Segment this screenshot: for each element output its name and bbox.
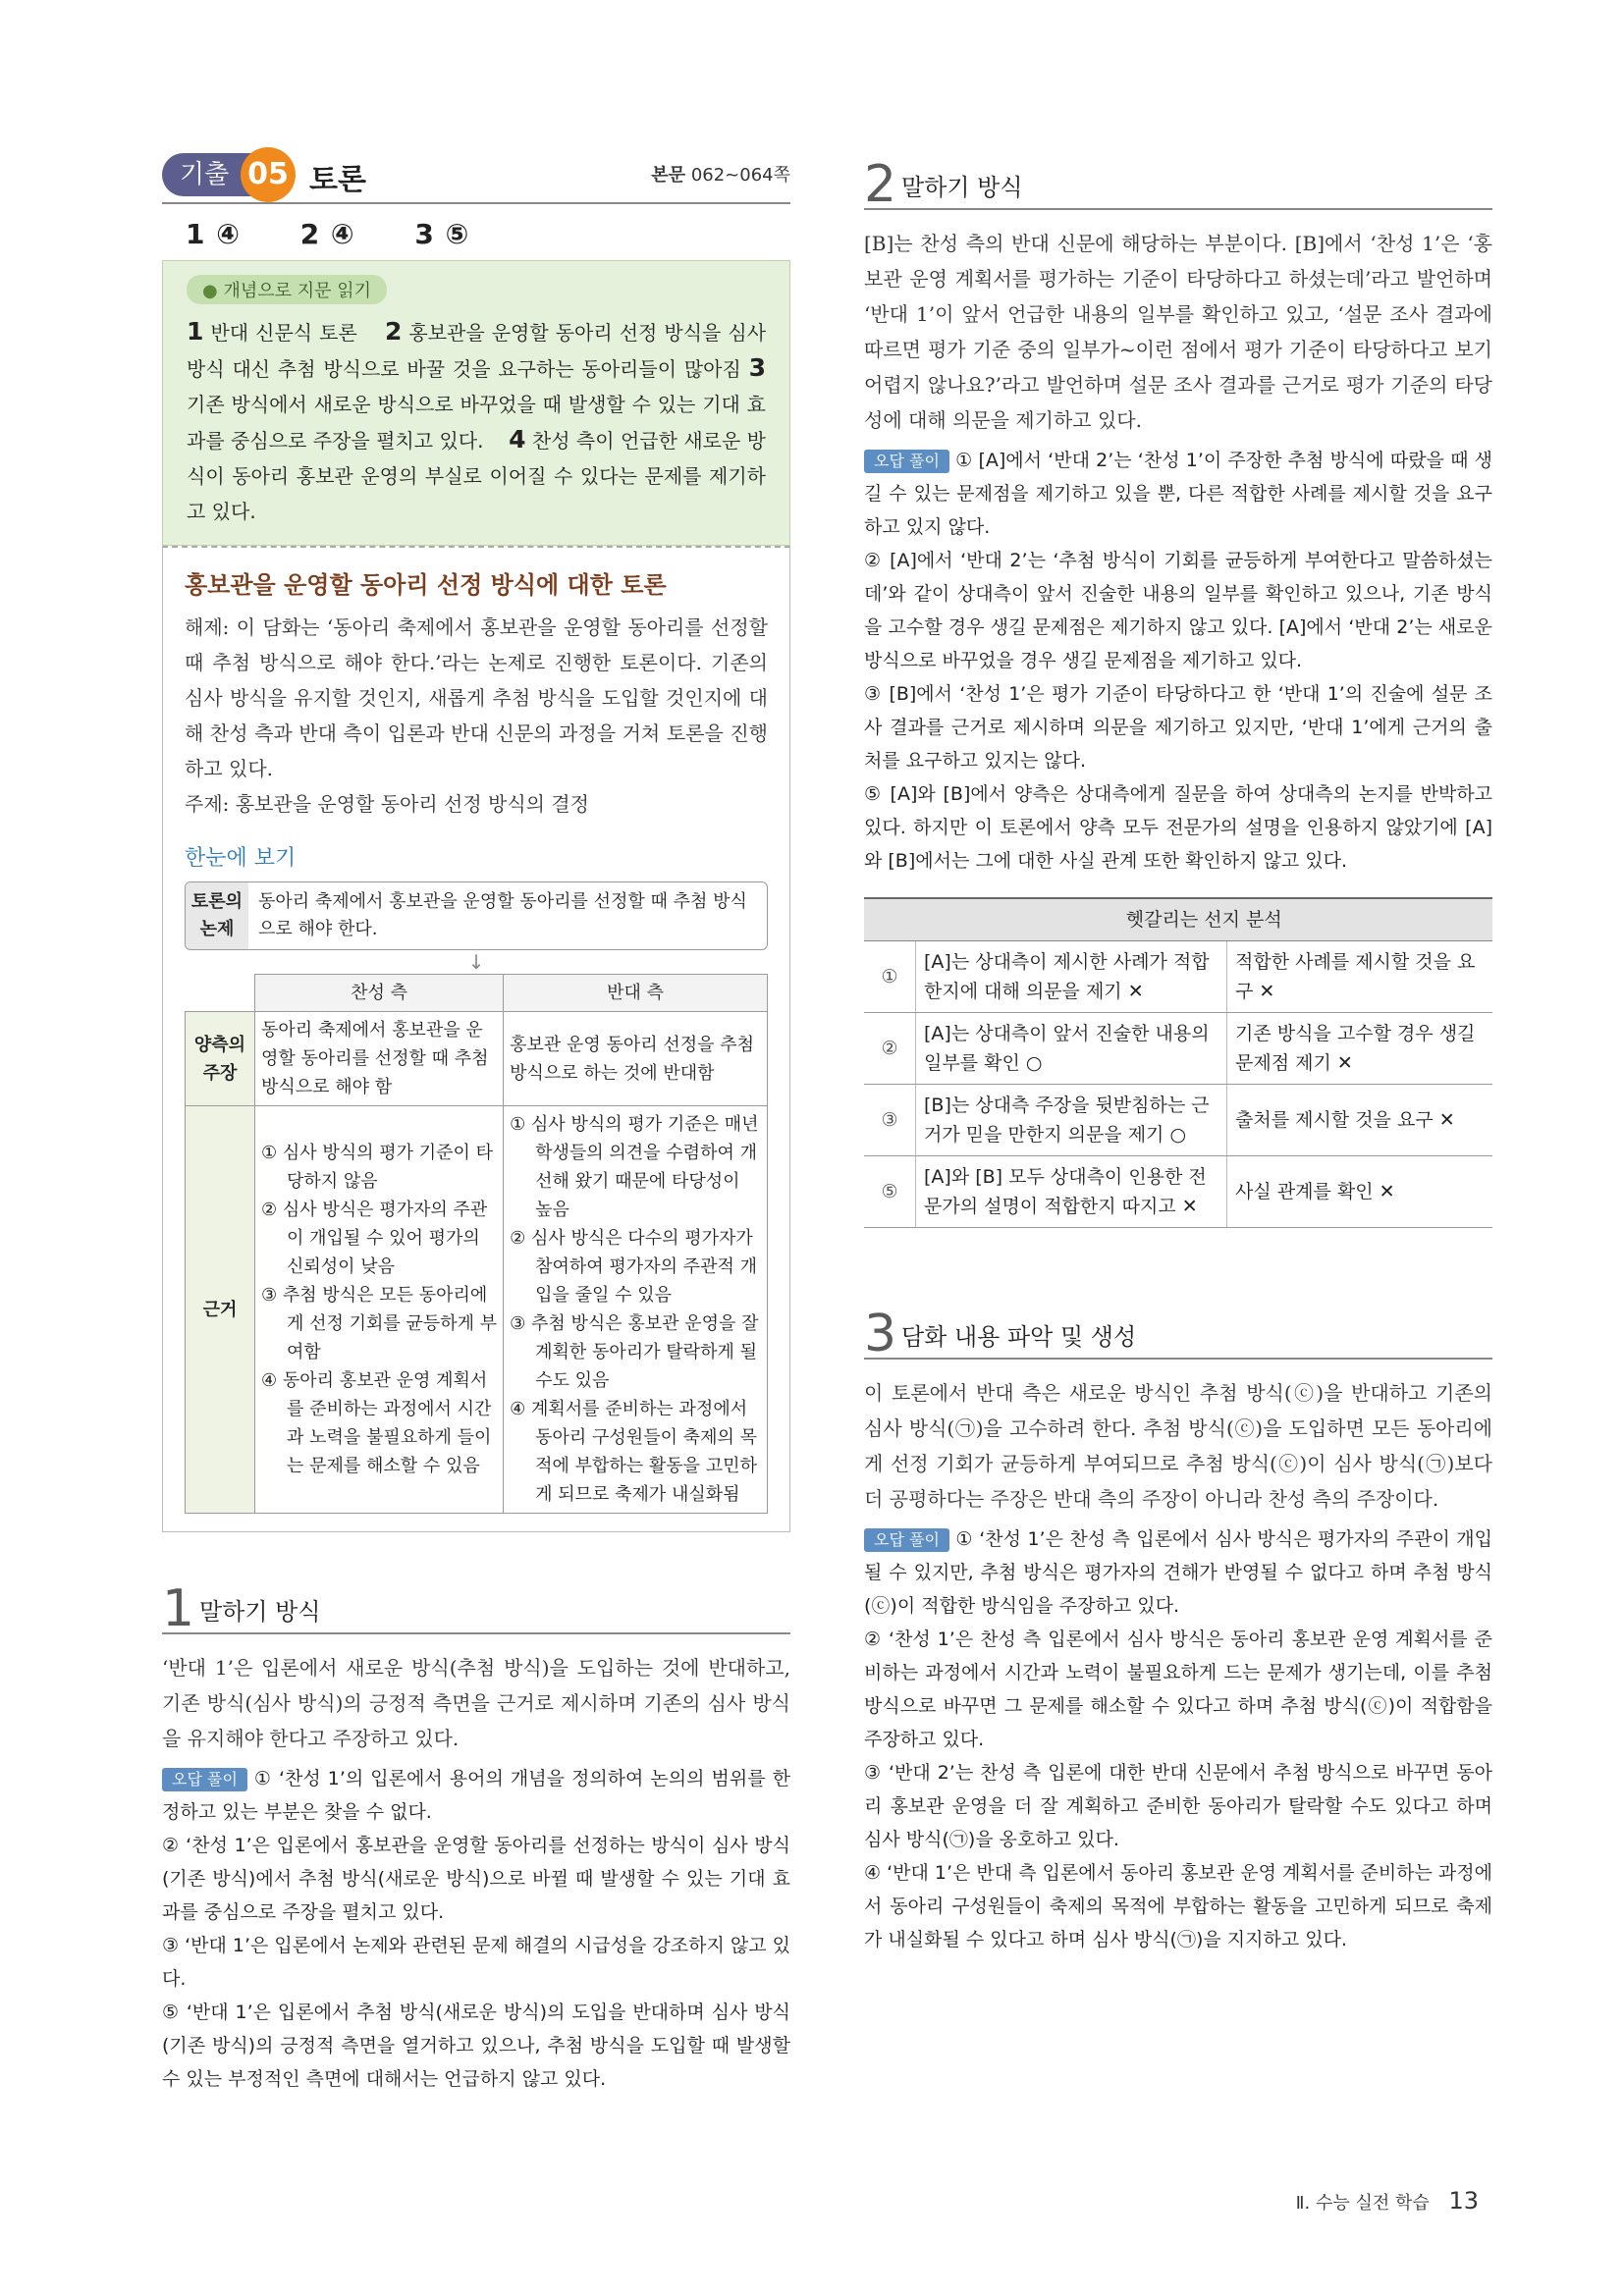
- confusing-options-table: [864, 897, 1492, 1228]
- answer-1: 1 ④: [186, 218, 241, 250]
- con-claim: 홍보관 운영 동아리 선정을 추첨 방식으로 하는 것에 반대함: [504, 1012, 768, 1106]
- pro-header: 찬성 측: [255, 975, 504, 1012]
- left-column: [162, 147, 790, 2096]
- q2-wrong-answers: 오답 풀이 ① [A]에서 ‘반대 2’는 ‘찬성 1’이 주장한 추첨 방식에 따랐을 때 생길 수 있는 문제점을 제기하고 있을 뿐, 다른 적합한 사례를 제시할 것을 요구하고 있지 않다. ② [A]에서 ‘반대 2’는 ‘추첨 방식이 기회를 균등하게 부여한다고 말씀하셨는데’와 같이 상대측이 앞서 진술한 내용의 일부를 확인하고 있으나, 기존 방식을 고수할 경우 생길 문제점은 제기하지 않고 있다. [A]에서 ‘반대 2’는 새로운 방식으로 바꾸었을 경우 생길 문제점을 제기하고 있다. ③ [B]에서 ‘찬성 1’은 평가 기준이 타당하다고 한 ‘반대 1’의 진술에 설문 조사 결과를 근거로 제시하며 의문을 제기하고 있지만, ‘반대 1’에게 근거의 출처를 요구하고 있지는 않다. ⑤ [A]와 [B]에서 양측은 상대측에게 질문을 하여 상대측의 논지를 반박하고 있다. 하지만 이 토론에서 양측 모두 전문가의 설명을 인용하지 않았기에 [A]와 [B]에서는 그에 대한 사실 관계 또한 확인하지 않고 있다.: [864, 450, 1492, 872]
- concept-reading-box: [162, 260, 790, 546]
- table-row: ② [A]는 상대측이 앞서 진술한 내용의 일부를 확인 ○ 기존 방식을 고수할 경우 생길 문제점 제기 ✕: [864, 1013, 1492, 1085]
- right-column: [864, 147, 1492, 1956]
- claim-row-label: 양측의 주장: [186, 1012, 255, 1106]
- list-item: ② 심사 방식은 다수의 평가자가 참여하여 평가자의 주관적 개입을 줄일 수 있음: [510, 1228, 757, 1306]
- wrong-answer-badge: 오답 풀이: [162, 1768, 247, 1791]
- confusing-table-title: 헷갈리는 선지 분석: [916, 898, 1493, 941]
- q3-heading: 3 담화 내용 파악 및 생성: [864, 1297, 1492, 1360]
- wrong-answer-badge: 오답 풀이: [864, 1528, 949, 1552]
- exam-tag: 기출: [162, 153, 280, 196]
- down-arrow-icon: ↓: [467, 950, 485, 974]
- wrong-answer-badge: 오답 풀이: [864, 450, 949, 473]
- debate-title: 홍보관을 운영할 동아리 선정 방식에 대한 토론: [185, 571, 667, 599]
- table-row: ⑤ [A]와 [B] 모두 상대측이 인용한 전문가의 설명이 적합한지 따지고 ✕ 사실 관계를 확인 ✕: [864, 1156, 1492, 1228]
- page-title: 토론: [309, 163, 366, 197]
- list-item: ① 심사 방식의 평가 기준이 타당하지 않음: [261, 1143, 494, 1192]
- q1-heading: 1 말하기 방식: [162, 1572, 790, 1634]
- comparison-table: [185, 974, 768, 1514]
- section-label: Ⅱ. 수능 실전 학습: [1295, 2193, 1430, 2214]
- answer-3: 3 ⑤: [414, 218, 470, 250]
- con-header: 반대 측: [504, 975, 768, 1012]
- reason-row-label: 근거: [186, 1106, 255, 1514]
- page-number: 13: [1448, 2187, 1479, 2215]
- con-reasons: [504, 1106, 768, 1514]
- q3-wrong-answers: 오답 풀이 ① ‘찬성 1’은 찬성 측 입론에서 심사 방식은 평가자의 주관이 개입될 수 있지만, 추첨 방식은 평가자의 견해가 반영될 수 없다고 하며 추첨 방식(ⓒ)이 적합한 방식임을 주장하고 있다. ② ‘찬성 1’은 찬성 측 입론에서 심사 방식은 동아리 홍보관 운영 계획서를 준비하는 과정에서 시간과 노력이 불필요하게 드는 문제가 생기는데, 이를 추첨 방식으로 바꾸면 그 문제를 해소할 수 있다고 하며 추첨 방식(ⓒ)이 적합함을 주장하고 있다. ③ ‘반대 2’는 찬성 측 입론에 대한 반대 신문에서 추첨 방식으로 바꾸면 동아리 홍보관 운영을 더 잘 계획하고 준비한 동아리가 탈락할 수도 있다고 하며 심사 방식(㉠)을 옹호하고 있다. ④ ‘반대 1’은 반대 측 입론에서 동아리 홍보관 운영 계획서를 준비하는 과정에서 동아리 구성원들이 축제의 목적에 부합하는 활동을 고민하게 되므로 축제가 내실화될 수 있다고 하며 심사 방식(㉠)을 지지하고 있다.: [864, 1528, 1492, 1950]
- debate-topic: [185, 881, 768, 950]
- answer-key: [162, 218, 790, 250]
- q3-explanation: 이 토론에서 반대 측은 새로운 방식인 추첨 방식(ⓒ)을 반대하고 기존의 심사 방식(㉠)을 고수하려 한다. 추첨 방식(ⓒ)을 도입하면 모든 동아리에게 선정 기회가 균등하게 부여되므로 추첨 방식(ⓒ)이 심사 방식(㉠)보다 더 공평하다는 주장은 반대 측의 주장이 아니라 찬성 측의 주장이다.: [864, 1381, 1492, 1511]
- page-reference: 본문 062~064쪽: [651, 165, 790, 186]
- debate-summary-box: [162, 546, 790, 1532]
- problem-number-badge: 05: [241, 147, 296, 202]
- page-footer: [1296, 2187, 1479, 2215]
- concept-text: 1 반대 신문식 토론 2 홍보관을 운영할 동아리 선정 방식을 심사 방식 대신 추첨 방식으로 바꿀 것을 요구하는 동아리들이 많아짐 3 기존 방식에서 새로운 방식으로 바꾸었을 때 발생할 수 있는 기대 효과를 중심으로 주장을 펼치고 있다. 4 찬성 측이 언급한 새로운 방식이 동아리 홍보관 운영의 부실로 이어질 수 있다는 문제를 제기하고 있다.: [187, 317, 767, 523]
- debate-description: 해제: 이 담화는 ‘동아리 축제에서 홍보관을 운영할 동아리를 선정할 때 추첨 방식으로 해야 한다.’라는 논제로 진행한 토론이다. 기존의 심사 방식을 유지할 것인지, 새롭게 추첨 방식을 도입할 것인지에 대해 찬성 측과 반대 측이 입론과 반대 신문의 과정을 거쳐 토론을 진행하고 있다.: [185, 615, 768, 780]
- problem-header: [162, 147, 790, 204]
- list-item: ① 심사 방식의 평가 기준은 매년 학생들의 의견을 수렴하여 개선해 왔기 때문에 타당성이 높음: [510, 1114, 759, 1220]
- list-item: ③ 추첨 방식은 홍보관 운영을 잘 계획한 동아리가 탈락하게 될 수도 있음: [510, 1313, 759, 1391]
- q2-explanation: [B]는 찬성 측의 반대 신문에 해당하는 부분이다. [B]에서 ‘찬성 1’은 ‘홍보관 운영 계획서를 평가하는 기준이 타당하다고 하셨는데’라고 발언하며 ‘반대 1’이 앞서 언급한 내용의 일부를 확인하고 있고, ‘설문 조사 결과에 따르면 평가 기준 중의 일부가~이런 점에서 평가 기준이 타당하다고 보기 어렵지 않나요?’라고 발언하며 설문 조사 결과를 근거로 평가 기준의 타당성에 대해 의문을 제기하고 있다.: [864, 232, 1492, 432]
- q2-heading: 2 말하기 방식: [864, 147, 1492, 210]
- table-row: [186, 1012, 768, 1106]
- debate-theme: 주제: 홍보관을 운영할 동아리 선정 방식의 결정: [185, 792, 589, 816]
- answer-2: 2 ④: [299, 218, 355, 250]
- list-item: ④ 계획서를 준비하는 과정에서 동아리 구성원들이 축제의 목적에 부합하는 활동을 고민하게 되므로 축제가 내실화됨: [510, 1399, 757, 1505]
- pro-claim: 동아리 축제에서 홍보관을 운영할 동아리를 선정할 때 추첨 방식으로 해야 함: [255, 1012, 504, 1106]
- list-item: ② 심사 방식은 평가자의 주관이 개입될 수 있어 평가의 신뢰성이 낮음: [261, 1200, 488, 1277]
- pro-reasons: [255, 1106, 504, 1514]
- table-row: ③ [B]는 상대측 주장을 뒷받침하는 근거가 믿을 만한지 의문을 제기 ○ 출처를 제시할 것을 요구 ✕: [864, 1085, 1492, 1156]
- list-item: ③ 추첨 방식은 모든 동아리에게 선정 기회를 균등하게 부여함: [261, 1285, 498, 1362]
- list-item: ④ 동아리 홍보관 운영 계획서를 준비하는 과정에서 시간과 노력을 불필요하게 들이는 문제를 해소할 수 있음: [261, 1370, 492, 1476]
- table-row: [186, 1106, 768, 1514]
- topic-label: 토론의 논제: [186, 882, 248, 949]
- concept-tag: ● 개념으로 지문 읽기: [187, 275, 387, 304]
- q1-wrong-answers: 오답 풀이 ① ‘찬성 1’의 입론에서 용어의 개념을 정의하여 논의의 범위를 한정하고 있는 부분은 찾을 수 없다. ② ‘찬성 1’은 입론에서 홍보관을 운영할 동아리를 선정하는 방식이 심사 방식(기존 방식)에서 추첨 방식(새로운 방식)으로 바뀔 때 발생할 수 있는 기대 효과를 중심으로 주장을 펼치고 있다. ③ ‘반대 1’은 입론에서 논제와 관련된 문제 해결의 시급성을 강조하지 않고 있다. ⑤ ‘반대 1’은 입론에서 추첨 방식(새로운 방식)의 도입을 반대하며 심사 방식(기존 방식)의 긍정적 측면을 열거하고 있으나, 추첨 방식을 도입할 때 발생할 수 있는 부정적인 측면에 대해서는 언급하지 않고 있다.: [162, 1768, 790, 2090]
- q1-explanation: ‘반대 1’은 입론에서 새로운 방식(추첨 방식)을 도입하는 것에 반대하고, 기존 방식(심사 방식)의 긍정적 측면을 근거로 제시하며 기존의 심사 방식을 유지해야 한다고 주장하고 있다.: [162, 1656, 790, 1750]
- overview-title: 한눈에 보기: [185, 846, 297, 871]
- topic-text: 동아리 축제에서 홍보관을 운영할 동아리를 선정할 때 추첨 방식으로 해야 한다.: [258, 891, 747, 939]
- table-row: ① [A]는 상대측이 제시한 사례가 적합한지에 대해 의문을 제기 ✕ 적합한 사례를 제시할 것을 요구 ✕: [864, 941, 1492, 1013]
